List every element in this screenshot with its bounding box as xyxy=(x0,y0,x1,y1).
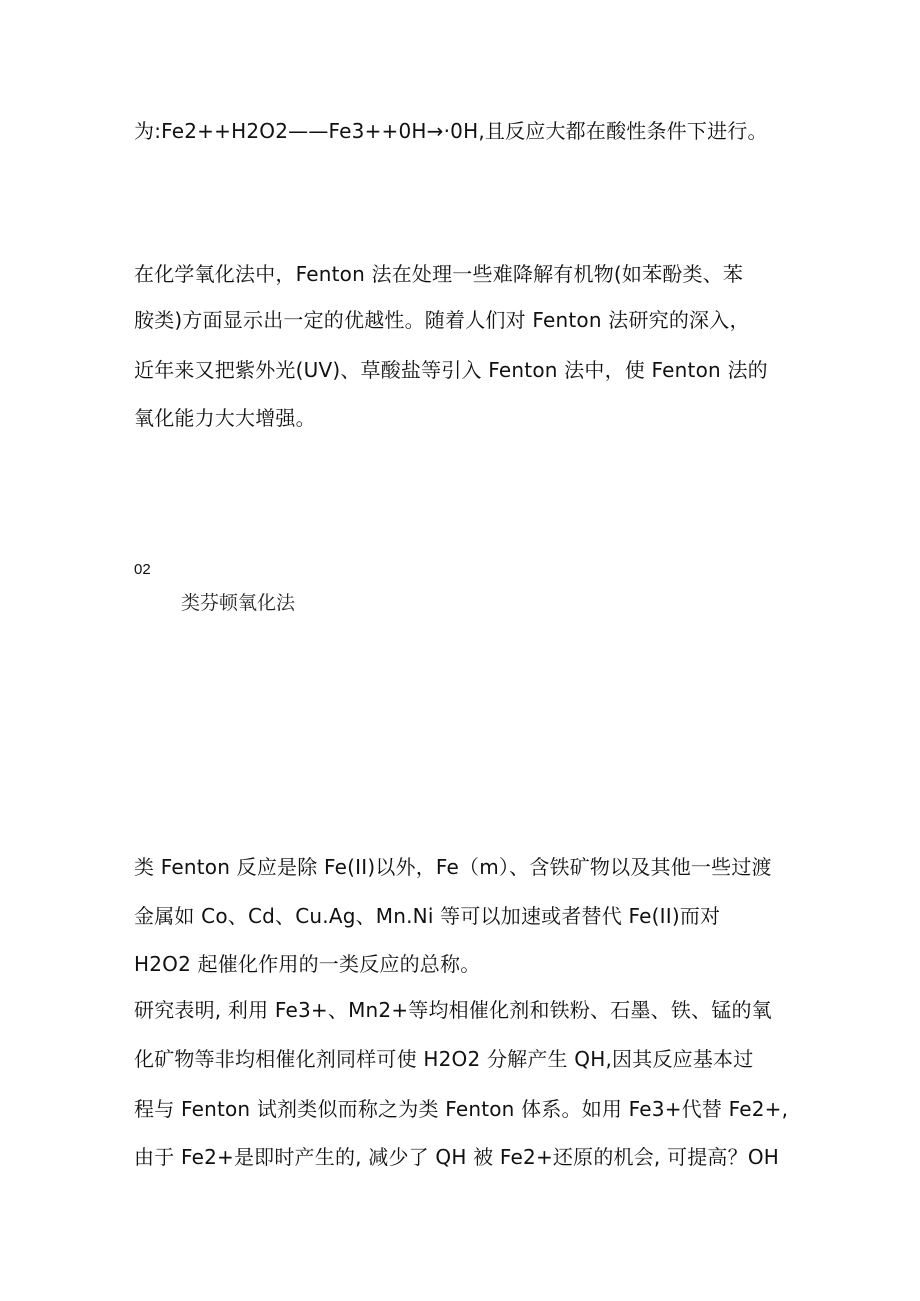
section-title: 类芬顿氧化法 xyxy=(181,592,296,614)
paragraph-1-line-1: 为:Fe2++H2O2——Fe3++0H→·0H,且反应大都在酸性条件下进行。 xyxy=(134,119,768,143)
paragraph-4-line-1: 研究表明, 利用 Fe3+、Mn2+等均相催化剂和铁粉、石墨、铁、锰的氧 xyxy=(134,998,772,1022)
paragraph-3-line-3: H2O2 起催化作用的一类反应的总称。 xyxy=(134,952,481,976)
section-number: 02 xyxy=(134,561,151,578)
paragraph-2-line-1: 在化学氧化法中，Fenton 法在处理一些难降解有机物(如苯酚类、苯 xyxy=(134,262,744,286)
paragraph-2-line-3: 近年来又把紫外光(UV)、草酸盐等引入 Fenton 法中，使 Fenton 法的 xyxy=(134,358,768,382)
paragraph-4-line-2: 化矿物等非均相催化剂同样可使 H2O2 分解产生 QH,因其反应基本过 xyxy=(134,1047,754,1071)
paragraph-3-line-2: 金属如 Co、Cd、Cu.Ag、Mn.Ni 等可以加速或者替代 Fe(II)而对 xyxy=(134,904,721,928)
paragraph-2-line-4: 氧化能力大大增强。 xyxy=(134,406,316,430)
paragraph-2-line-2: 胺类)方面显示出一定的优越性。随着人们对 Fenton 法研究的深入， xyxy=(134,308,750,332)
paragraph-4-line-3: 程与 Fenton 试剂类似而称之为类 Fenton 体系。如用 Fe3+代替 Fe2+, xyxy=(134,1097,789,1121)
paragraph-4-line-4: 由于 Fe2+是即时产生的, 减少了 QH 被 Fe2+还原的机会, 可提高？OH xyxy=(134,1145,780,1169)
paragraph-3-line-1: 类 Fenton 反应是除 Fe(II)以外，Fe（m）、含铁矿物以及其他一些过渡 xyxy=(134,855,772,879)
